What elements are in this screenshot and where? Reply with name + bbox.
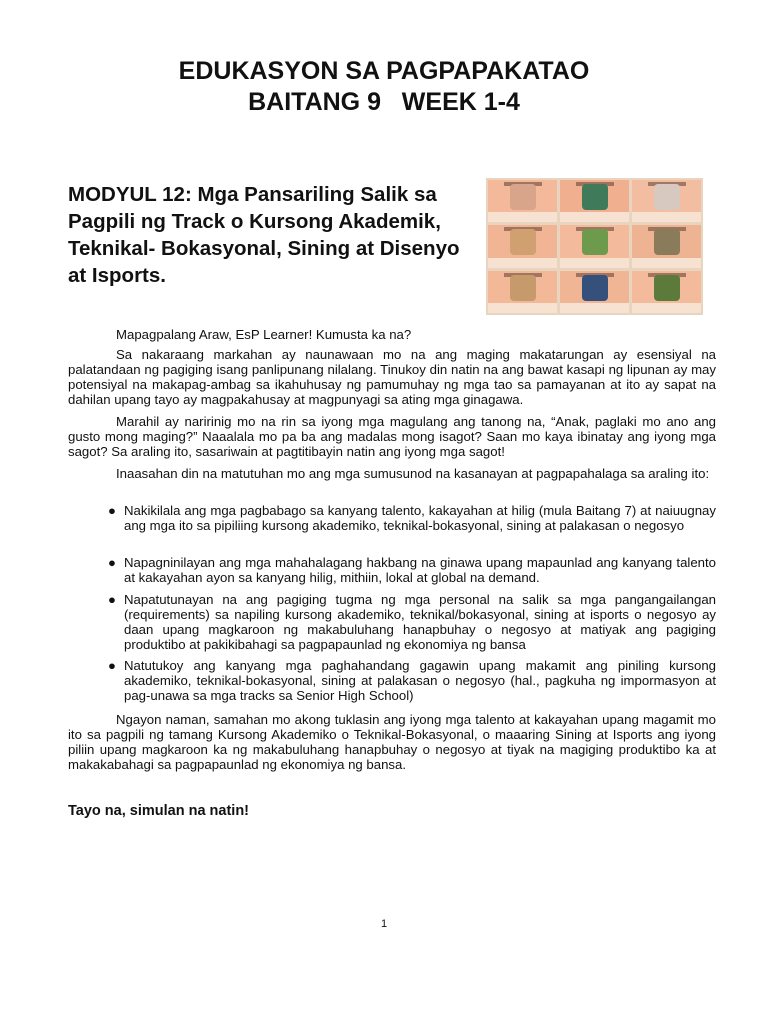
bullet-icon: ● — [108, 592, 116, 607]
paragraph-question: Marahil ay naririnig mo na rin sa iyong mga magulang ang tanong na, “Anak, paglaki mo ano ang gusto mong maging?” Naaalala mo pa ba ang madalas mong isagot? Saan mo kaya ibinatay ang iyong mga sagot? Sa araling ito, sasariwain at pagtitibayin natin ang iyong mga sagot! — [68, 414, 716, 459]
bullet-icon: ● — [108, 555, 116, 570]
career-tile — [632, 180, 701, 222]
greeting: Mapagpalang Araw, EsP Learner! Kumusta ka na? — [116, 327, 412, 342]
objective-list-item: ● Napagninilayan ang mga mahahalagang hakbang na ginawa upang mapaunlad ang kanyang talento at kakayahan ayon sa kanyang hilig, mithiin, lokal at global na demand. — [108, 555, 716, 585]
page-number: 1 — [380, 918, 388, 930]
careers-collage-image — [486, 178, 703, 315]
career-tile — [488, 180, 557, 222]
bullet-icon: ● — [108, 503, 116, 518]
career-tile — [632, 271, 701, 313]
paragraph-intro: Sa nakaraang markahan ay naunawaan mo na ang maging makatarungan ay esensiyal na palatandaan ng pagiging isang panlipunang nilalang. Tinukoy din natin na ang bawat kasapi ng lipunan ay may potensiyal na makapag-ambag sa ikahuhusay ng pamumuhay ng mga tao sa pamayanan at ito ay sapat na dahilan upang tayo ay magpakahusay at magpunyagi sa ating mga ginagawa. — [68, 347, 716, 407]
paragraph-closing: Ngayon naman, samahan mo akong tuklasin ang iyong mga talento at kakayahan upang magamit mo ito sa pagpili ng tamang Kursong Akademiko o Teknikal-Bokasyonal, o maaaring Sining at Isports ang iyong piliin upang magkaroon ka ng makabuluhang hanapbuhay o negosyo at tiyak na magiging produktibo ka at makakabahagi sa pagpapaunlad ng ekonomiya ng bansa. — [68, 712, 716, 772]
career-tile — [632, 225, 701, 267]
paragraph-objectives-intro: Inaasahan din na matutuhan mo ang mga sumusunod na kasanayan at pagpapahalaga sa araling ito: — [116, 466, 710, 481]
objective-list-item: ● Natutukoy ang kanyang mga paghahandang gagawin upang makamit ang piniling kursong akademiko, teknikal-bokasyonal, sining at palakasan o negosyo (hal., pagkuha ng impormasyon at pag-unawa sa mga tracks sa Senior High School) — [108, 658, 716, 703]
subject-title: EDUKASYON SA PAGPAPAKATAO — [178, 57, 590, 85]
career-tile — [560, 271, 629, 313]
objective-list-item: ● Napatutunayan na ang pagiging tugma ng mga personal na salik sa mga pangangailangan (requirements) sa napiling kursong akademiko, teknikal/bokasyonal, sining at isports o negosyo ay daan upang magkaroon ng makabuluhang hanapbuhay o negosyo at matiyak ang pagiging produktibo at pakikibahagi sa pagpapaunlad ng ekonomiya ng bansa — [108, 592, 716, 652]
document-header — [0, 56, 768, 118]
objective-list-item: ● Nakikilala ang mga pagbabago sa kanyang talento, kakayahan at hilig (mula Baitang 7) at naiuugnay ang mga ito sa pipiliing kursong akademiko, teknikal-bokasyonal, sining at palakasan o negosyo — [108, 503, 716, 533]
career-tile — [560, 225, 629, 267]
module-title: MODYUL 12: Mga Pansariling Salik sa Pagpili ng Track o Kursong Akademik, Teknikal- Bokasyonal, Sining at Disenyo at Isports. — [68, 183, 460, 287]
career-tile — [488, 271, 557, 313]
bullet-icon: ● — [108, 658, 116, 673]
career-tile — [488, 225, 557, 267]
grade-week-title: BAITANG 9 WEEK 1-4 — [248, 88, 520, 116]
career-tile — [560, 180, 629, 222]
call-to-action: Tayo na, simulan na natin! — [68, 803, 250, 819]
